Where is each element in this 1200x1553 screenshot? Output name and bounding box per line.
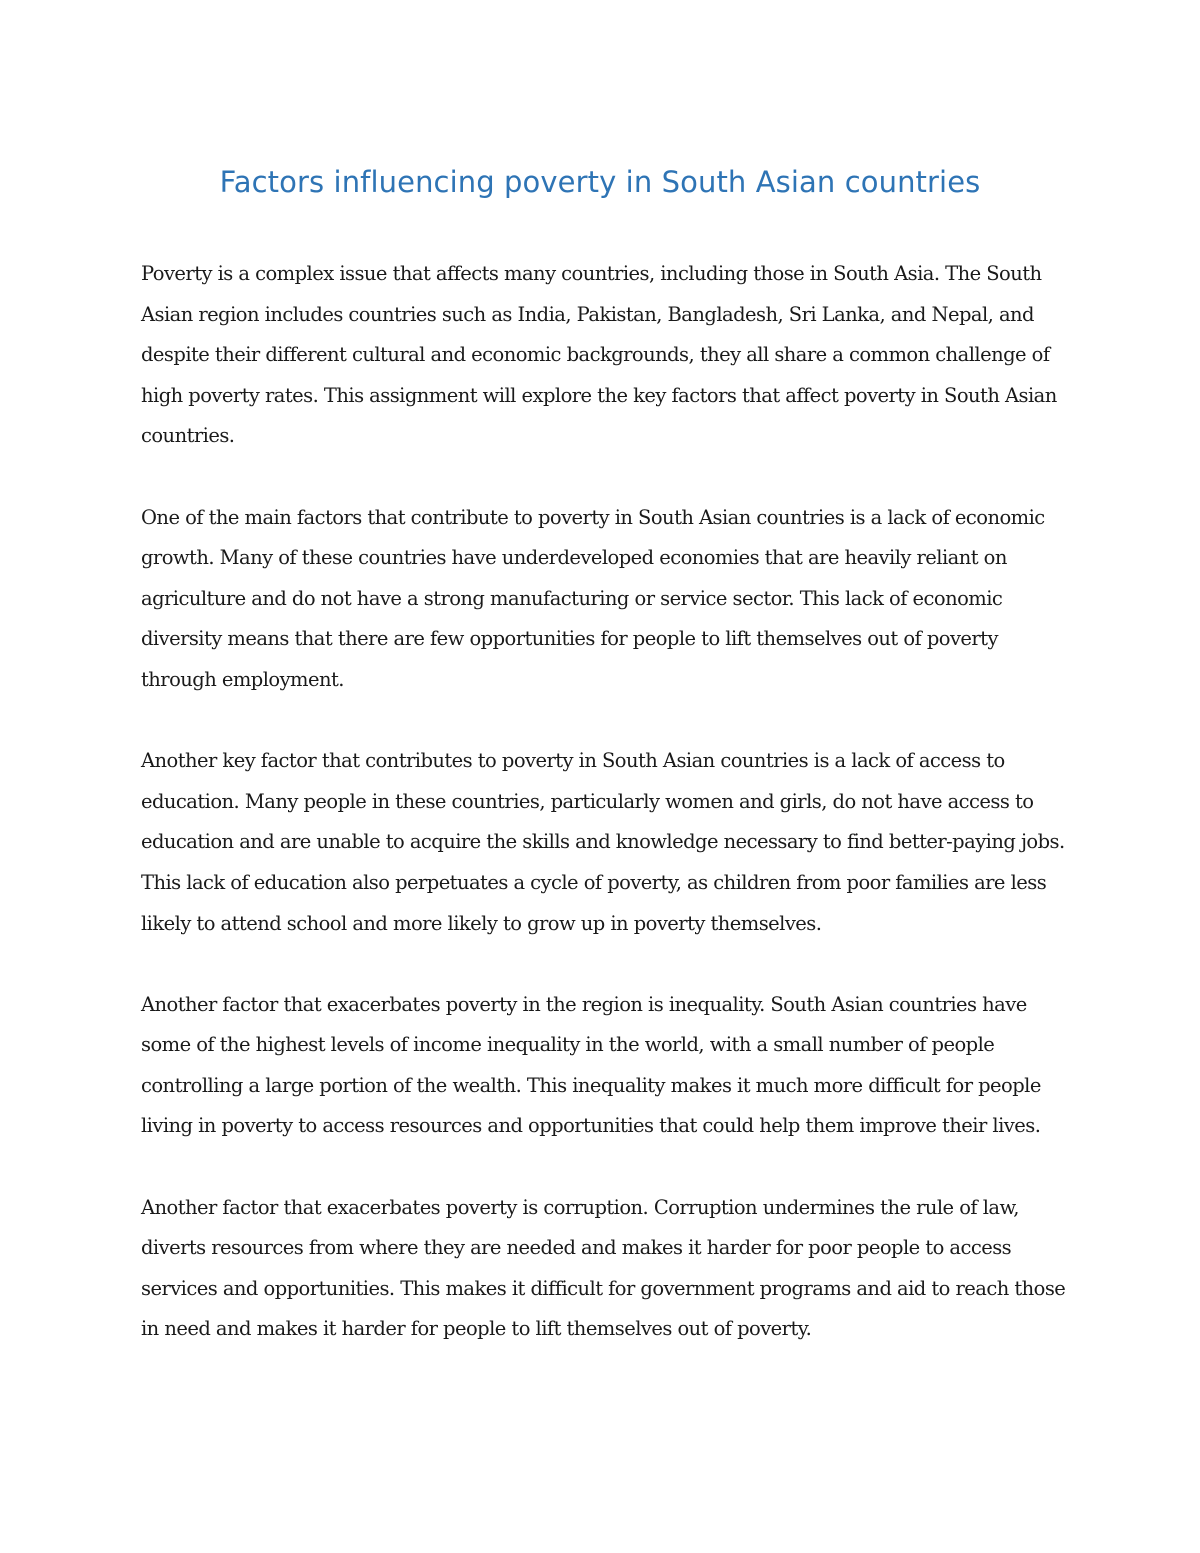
paragraph-economic-growth: One of the main factors that contribute to poverty in South Asian countries is a lack of economic growth. Many of these countries have underdeveloped economies that are heavily reliant on agriculture and do not have a strong manufacturing or service sector. This lack of economic diversity means that there are few opportunities for people to lift themselves out of poverty through employment. [141, 505, 1045, 691]
paragraph-inequality: Another factor that exacerbates poverty in the region is inequality. South Asian countries have some of the highest levels of income inequality in the world, with a small number of people controlling a large portion of the wealth. This inequality makes it much more difficult for people living in poverty to access resources and opportunities that could help them improve their lives. [141, 992, 1041, 1138]
paragraph-education: Another key factor that contributes to poverty in South Asian countries is a lack of access to education. Many people in these countries, particularly women and girls, do not have access to education and are unable to acquire the skills and knowledge necessary to find better-paying jobs. This lack of education also perpetuates a cycle of poverty, as children from poor families are less likely to attend school and more likely to grow up in poverty themselves. [141, 749, 1065, 935]
paragraph-introduction: Poverty is a complex issue that affects many countries, including those in South Asia. The South Asian region includes countries such as India, Pakistan, Bangladesh, Sri Lanka, and Nepal, and despite their different cultural and economic backgrounds, they all share a common challenge of high poverty rates. This assignment will explore the key factors that affect poverty in South Asian countries. [141, 262, 1057, 448]
document-body [141, 254, 1066, 1391]
paragraph-corruption: Another factor that exacerbates poverty is corruption. Corruption undermines the rule of law, diverts resources from where they are needed and makes it harder for poor people to access services and opportunities. This makes it difficult for government programs and aid to reach those in need and makes it harder for people to lift themselves out of poverty. [141, 1195, 1066, 1341]
document-title: Factors influencing poverty in South Asian countries [219, 165, 981, 199]
